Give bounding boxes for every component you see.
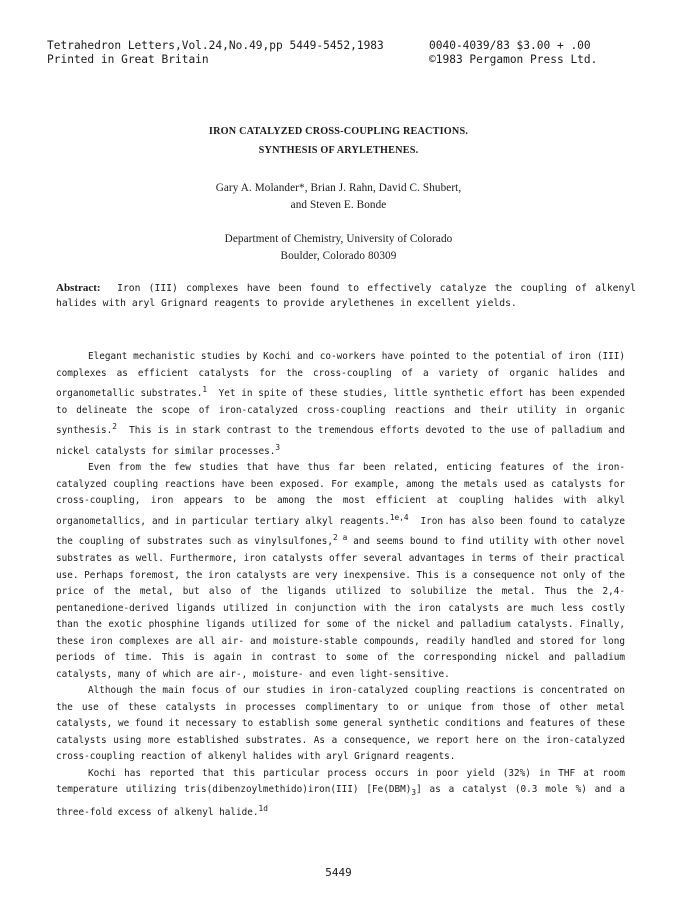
printed-in: Printed in Great Britain bbox=[47, 53, 209, 66]
price-code: 0040-4039/83 $3.00 + .00 bbox=[429, 39, 591, 52]
authors-line-2: and Steven E. Bonde bbox=[290, 199, 387, 211]
paragraph-1 bbox=[56, 349, 625, 460]
paragraph-4-text-a: Kochi has reported that this particular process occurs in poor yield (32%) in THF at room temperature utilizing tris(dibenzoylmethido)iron(III) [Fe(DBM) bbox=[56, 767, 625, 796]
paragraph-2-text-c: and seems bound to find utility with other novel substrates as well. Furthermore, iron catalysts offer several advantages in terms of their practical use. Perhaps foremost, the iron catalysts are very inexpensive. This is a consequence not only of the price of the metal, but also of the ligands utilized to solubilize the metal. Thus the 2,4-pentanedione-derived ligands utilized in conjunction with the iron catalysts are much less costly than the exotic phosphine ligands utilized for some of the nickel and palladium catalysts. Finally, these iron complexes are all air- and moisture-stable compounds, readily handled and stored for long periods of time. This is again in contrast to some of the corresponding nickel and palladium catalysts, many of which are air-, moisture- and even light-sensitive. bbox=[56, 536, 625, 680]
abstract-text: Iron (III) complexes have been found to effectively catalyze the coupling of alkenyl halides with aryl Grignard reagents to provide arylethenes in excellent yields. bbox=[56, 283, 636, 309]
journal-citation: Tetrahedron Letters,Vol.24,No.49,pp 5449-5452,1983 bbox=[47, 39, 384, 52]
reference-marker: 1e,4 bbox=[389, 512, 409, 522]
abstract-label: Abstract: bbox=[56, 282, 101, 294]
article-title-line-2: SYNTHESIS OF ARYLETHENES. bbox=[258, 145, 419, 156]
reference-marker: 1d bbox=[258, 804, 268, 814]
copyright: ©1983 Pergamon Press Ltd. bbox=[429, 53, 598, 66]
reference-marker: 1 bbox=[202, 385, 208, 394]
paragraph-2 bbox=[56, 460, 625, 683]
paragraph-2-text-b: Iron has also been found to catalyze the coupling of substrates such as vinylsulfones, bbox=[56, 515, 625, 548]
paragraph-4-text-b: ] as a catalyst (0.3 mole %) and a three-fold excess of alkenyl halide. bbox=[56, 784, 626, 819]
subscript: 3 bbox=[411, 787, 417, 797]
reference-marker: 3 bbox=[275, 442, 281, 452]
reference-marker: 2 a bbox=[333, 533, 348, 543]
reference-marker: 2 bbox=[112, 422, 117, 432]
article-title-line-1: IRON CATALYZED CROSS-COUPLING REACTIONS. bbox=[208, 126, 469, 137]
paragraph-1-text-b: Yet in spite of these studies, little synthetic effort has been expended to delineate the scope of iron-catalyzed cross-coupling reactions and their utility in organic synthesis. bbox=[56, 388, 625, 437]
paragraph-1-text-c: This is in stark contrast to the tremendous efforts devoted to the use of palladium and nickel catalysts for similar processes. bbox=[56, 425, 625, 457]
paragraph-4 bbox=[56, 766, 625, 822]
page-number: 5449 bbox=[325, 866, 352, 879]
paragraph-1-text-a: Elegant mechanistic studies by Kochi and co-workers have pointed to the potential of iron (III) complexes as efficient catalysts for the cross-coupling of a variety of organic halides and organometallic substrates. bbox=[56, 351, 625, 400]
affiliation-line-2: Boulder, Colorado 80309 bbox=[280, 250, 397, 262]
abstract bbox=[56, 281, 636, 311]
paragraph-3: Although the main focus of our studies in iron-catalyzed coupling reactions is concentrated on the use of these catalysts in processes complimentary to or unique from those of other metal catalysts, we found it necessary to establish some general synthetic conditions and features of these catalysts using more established substrates. As a consequence, we report here on the iron-catalyzed cross-coupling reaction of alkenyl halides with aryl Grignard reagents. bbox=[56, 685, 625, 763]
authors-line-1: Gary A. Molander*, Brian J. Rahn, David C. Shubert, bbox=[215, 182, 462, 194]
paragraph-2-text-a: Even from the few studies that have thus far been related, enticing features of the iron-catalyzed coupling reactions have been exposed. For example, among the metals used as catalysts for cross-coupling, iron appears to be among the most efficient at coupling halides with alkyl organometallics, and in particular tertiary alkyl reagents. bbox=[56, 462, 625, 527]
affiliation-line-1: Department of Chemistry, University of Colorado bbox=[224, 233, 453, 245]
article-body bbox=[56, 349, 625, 822]
